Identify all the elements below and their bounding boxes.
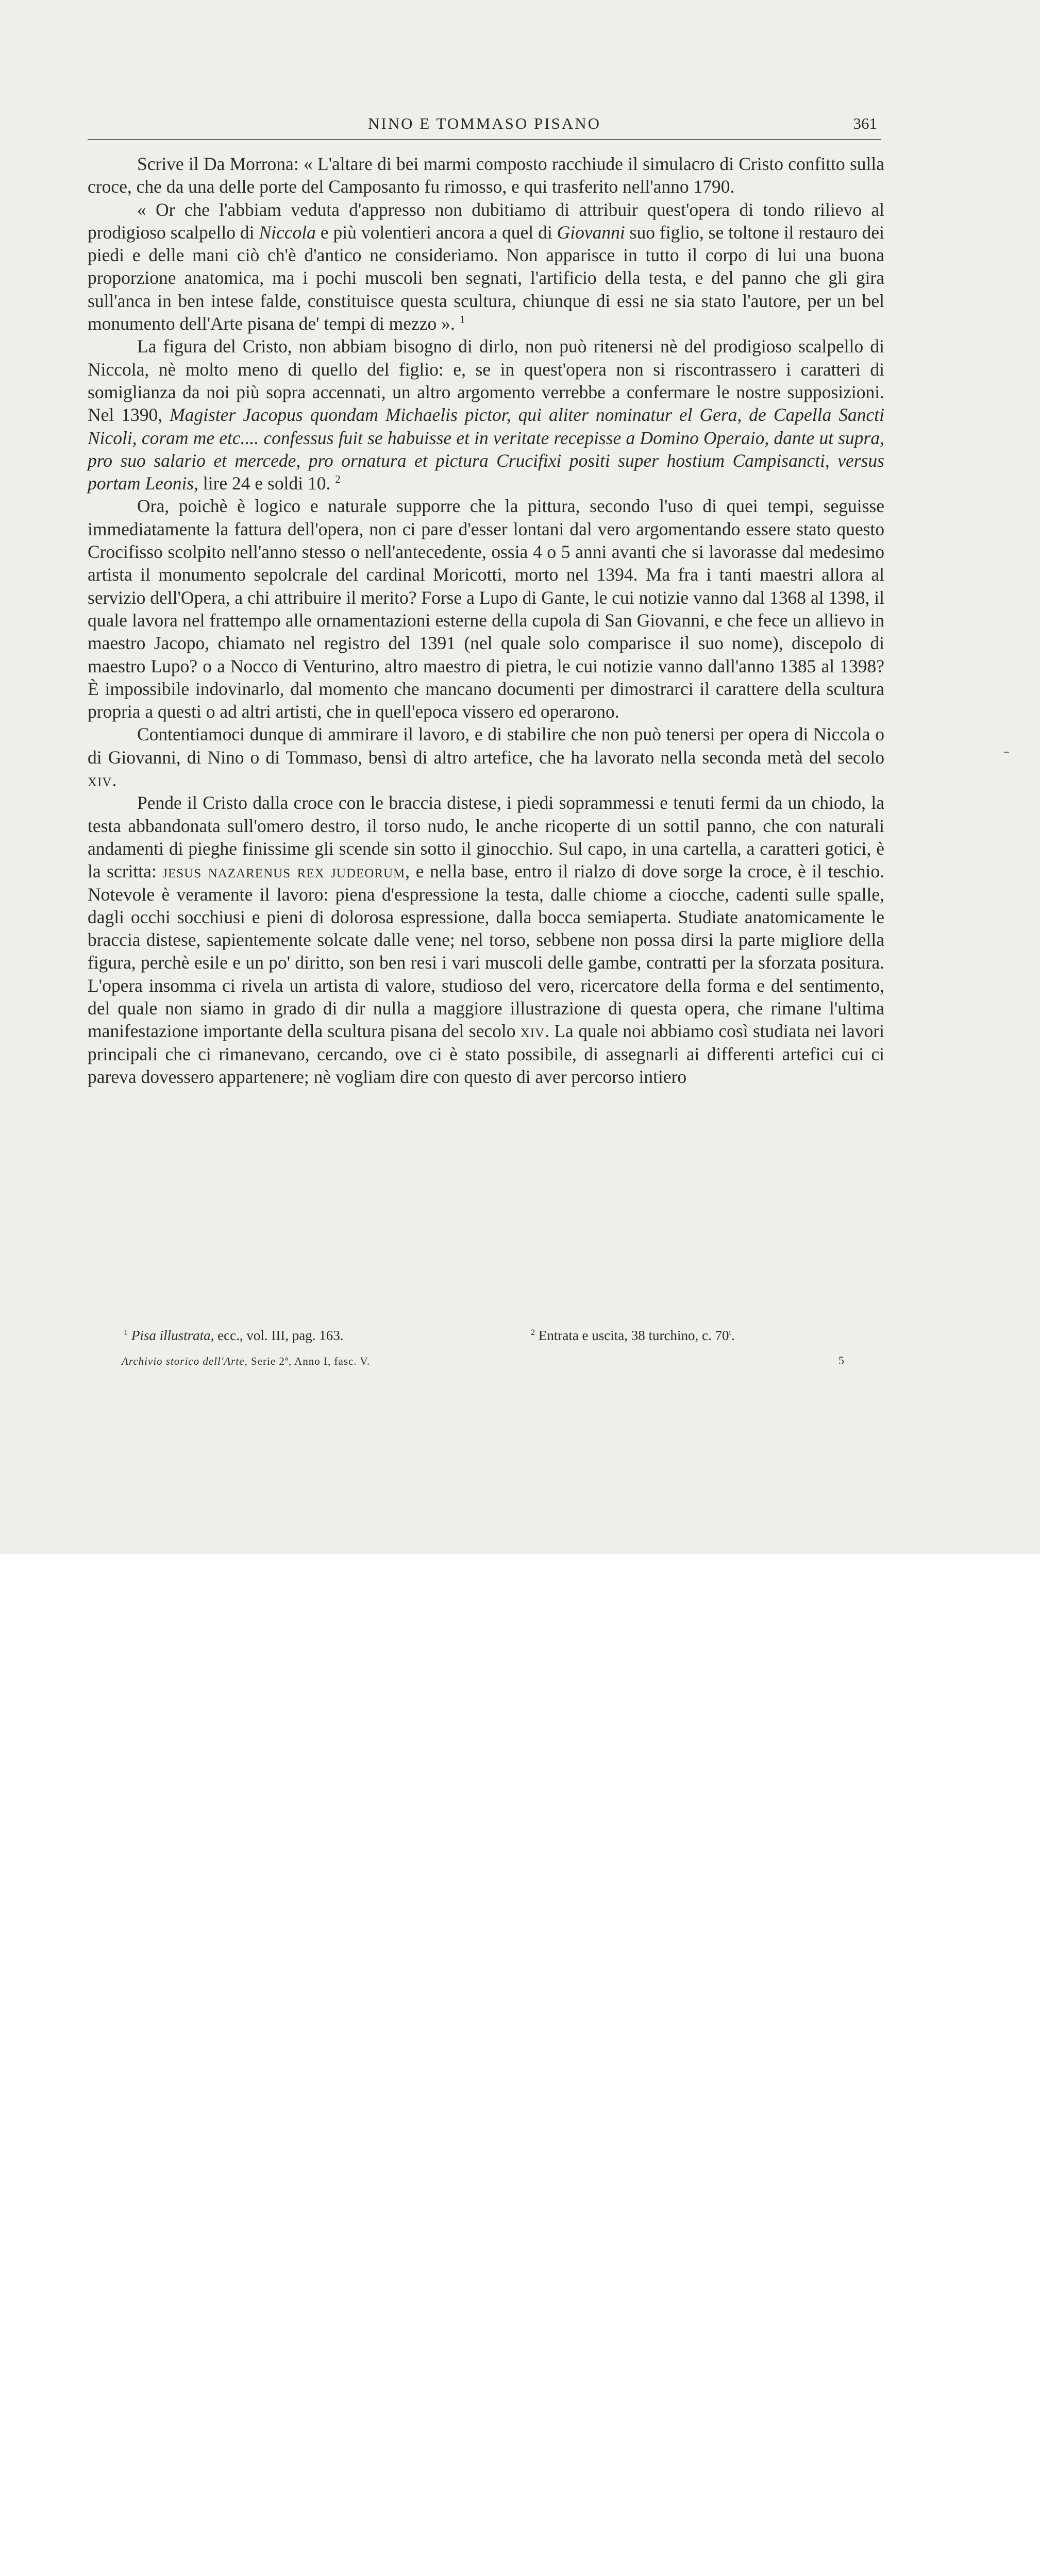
footnote-1: $^1$ Pisa illustrata, ecc., vol. III, pag. 163. — [124, 1328, 344, 1343]
printer-signature: Archivio storico dell'Arte, Serie 2ª, Anno I, fasc. V. — [122, 1355, 371, 1367]
page-number: 361 — [853, 114, 877, 132]
footnote-2: $^2$ Entrata e uscita, 38 turchino, c. 70$^t$. — [531, 1328, 735, 1343]
paragraph-3: La figura del Cristo, non abbiam bisogno di dirlo, non può ritenersi nè del prodigioso scalpello di Niccola, nè molto meno di quello del figlio: e, se in quest'opera non si riscontrassero i caratteri di somiglianza da noi più sopra accennati, un altro argomento verrebbe a confermare le nostre supposizioni. Nel 1390, Magister Jacopus quondam Michaelis pictor, qui aliter nominatur el Gera, de Capella Sancti Nicoli, coram me etc.... confessus fuit se habuisse et in veritate recepisse a Domino Operaio, dante ut supra, pro suo salario et mercede, pro ornatura et pictura Crucifixi positi super hostium Campisancti, versus portam Leonis, lire 24 e soldi 10. $^2$ — [88, 336, 884, 494]
paragraph-6: Pende il Cristo dalla croce con le braccia distese, i piedi soprammessi e tenuti fermi da un chiodo, la testa abbandonata sull'omero destro, il torso nudo, le anche ricoperte di un sottil panno, che con naturali andamenti di pieghe finissime gli scende sin sotto il ginocchio. Sul capo, in una cartella, a caratteri gotici, è la scritta: jesus nazarenus rex judeorum, e nella base, entro il rialzo di dove sorge la croce, è il teschio. Notevole è veramente il lavoro: piena d'espressione la testa, dalle chiome a ciocche, cadenti sulle spalle, dagli occhi socchiusi e pieni di dolorosa espressione, dalla bocca semiaperta. Studiate anatomicamente le braccia distese, sapientemente solcate dalle vene; nel torso, sebbene non possa dirsi la parte migliore della figura, perchè esile e un po' diritto, son ben resi i vari muscoli delle gambe, contratti per la sforzata positura. L'opera insomma ci rivela un artista di valore, studioso del vero, ricercatore della forma e del sentimento, del quale non siamo in grado di dir nulla a maggiore illustrazione di questa opera, che rimane l'ultima manifestazione importante della scultura pisana del secolo xiv. La quale noi abbiamo così studiata nei lavori principali che ci rimanevano, cercando, ove ci è stato possibile, di assegnarli ai differenti artefici cui ci pareva dovessero appartenere; nè vogliam dire con questo di aver percorso intiero — [88, 792, 885, 1087]
century-numeral: xiv — [520, 1021, 545, 1042]
inscription: jesus nazarenus rex judeorum — [162, 861, 406, 882]
body-text — [88, 152, 884, 1088]
margin-mark — [1004, 752, 1009, 753]
header-rule — [88, 139, 881, 140]
paragraph-2: « Or che l'abbiam veduta d'appresso non dubitiamo di attribuir quest'opera di tondo rilievo al prodigioso scalpello di Niccola e più volentieri ancora a quel di Giovanni suo figlio, se toltone il restauro dei piedi e delle mani ciò ch'è d'antico ne consideriamo. Non apparisce in tutto il corpo di lui una buona proporzione anatomica, ma i pochi muscoli ben segnati, l'artificio della testa, e del panno che gli gira sull'anca in ben intese falde, constituisce questa scultura, chiunque di essi ne sia stato l'autore, per un bel monumento dell'Arte pisana de' tempi di mezzo ». $^1$ — [88, 199, 884, 334]
footnote-ref-1: 1 — [459, 313, 465, 326]
running-title: NINO E TOMMASO PISANO — [368, 114, 601, 132]
name-niccola: Niccola — [259, 222, 316, 243]
name-giovanni: Giovanni — [557, 222, 625, 243]
footer-bar — [0, 1554, 1040, 1634]
signature-number: 5 — [838, 1354, 844, 1367]
century-numeral: xiv — [88, 770, 112, 791]
paragraph-4: Ora, poichè è logico e naturale supporre che la pittura, secondo l'uso di quei tempi, seguisse immediatamente la fattura dell'opera, non ci pare d'esser lontani dal vero argomentando essere stato questo Crocifisso scolpito nell'anno stesso o nell'antecedente, ossia 4 o 5 anni avanti che si lavorasse dal medesimo artista il monumento sepolcrale del cardinal Moricotti, morto nel 1394. Ma fra i tanti maestri allora al servizio dell'Opera, a chi attribuire il merito? Forse a Lupo di Gante, le cui notizie vanno dal 1368 al 1398, il quale lavora nel frattempo alle ornamentazioni esterne della cupola di San Giovanni, e che fece un allievo in maestro Jacopo, chiamato nel registro del 1391 (nel quale solo comparisce il suo nome), discepolo di maestro Lupo? o a Nocco di Venturino, altro maestro di pietra, le cui notizie vanno dall'anno 1385 al 1398? È impossibile indovinarlo, dal momento che mancano documenti per dimostrarci il carattere della scultura propria a questi o ad altri artisti, che in quell'epoca vissero ed operarono. — [88, 496, 884, 722]
latin-quotation: Magister Jacopus quondam Michaelis pictor, qui aliter nominatur el Gera, de Capella Sancti Nicoli, coram me etc.... confessus fuit se habuisse et in veritate recepisse a Domino Operaio, dante ut supra, pro suo salario et mercede, pro ornatura et pictura Crucifixi positi super hostium Campisancti, versus portam Leonis, — [88, 404, 884, 494]
running-head — [88, 109, 881, 135]
paragraph-5: Contentiamoci dunque di ammirare il lavoro, e di stabilire che non può tenersi per opera di Niccola o di Giovanni, di Nino o di Tommaso, bensì di altro artefice, che ha lavorato nella seconda metà del secolo xiv. — [88, 724, 884, 791]
paragraph-1: Scrive il Da Morrona: « L'altare di bei marmi composto racchiude il simulacro di Cristo confitto sulla croce, che da una delle porte del Camposanto fu rimosso, e qui trasferito nell'anno 1790. — [88, 154, 884, 197]
footnote-ref-2: 2 — [335, 473, 341, 486]
